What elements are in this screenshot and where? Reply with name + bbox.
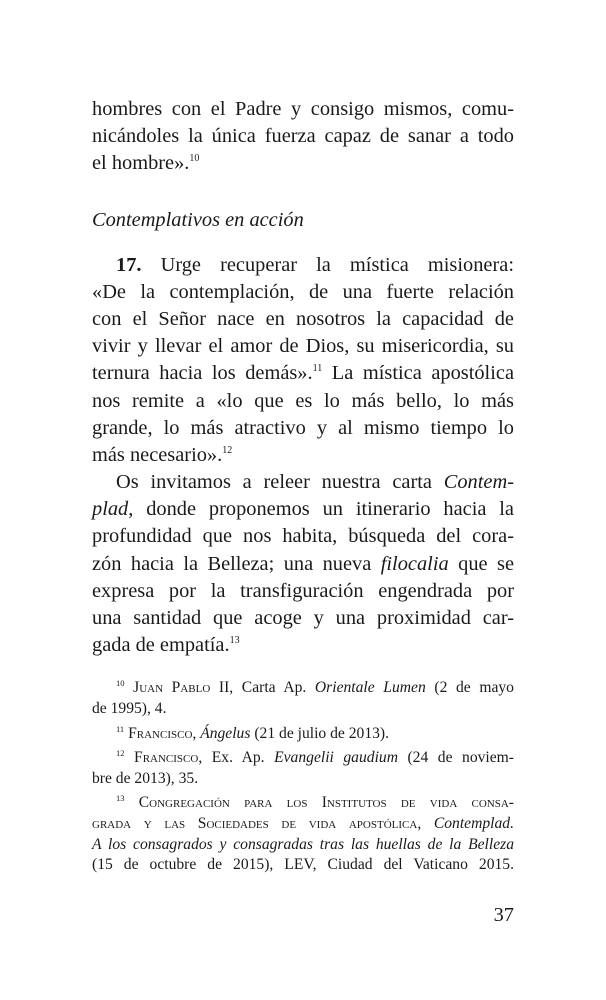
footnote-author: Juan Pablo II bbox=[133, 679, 230, 697]
paragraph-contemplad bbox=[92, 469, 514, 659]
footnote-number: 12 bbox=[116, 748, 125, 759]
footnote-title: A los consagrados y consagradas tras las huellas de la Belleza bbox=[92, 835, 514, 853]
footnote-11 bbox=[92, 724, 514, 745]
footnote-10 bbox=[92, 678, 514, 719]
text-line bbox=[92, 360, 514, 387]
text-line: nos remite a «lo que es lo más bello, lo más bbox=[92, 389, 514, 412]
page-number: 37 bbox=[493, 904, 514, 926]
paragraph-17 bbox=[92, 252, 514, 470]
footnote-line bbox=[92, 724, 514, 745]
text-fragment: La mística apostólica bbox=[322, 362, 514, 385]
footnote-number: 13 bbox=[116, 793, 125, 804]
text-line bbox=[92, 442, 514, 469]
text-fragment: gada de empatía. bbox=[92, 634, 230, 657]
footnote-author: Francisco bbox=[134, 749, 199, 767]
text-line bbox=[92, 252, 514, 279]
text-fragment: (21 de julio de 2013). bbox=[250, 724, 390, 742]
text-fragment: más necesario». bbox=[92, 443, 223, 466]
text-fragment: , Carta Ap. bbox=[229, 679, 315, 697]
paragraph-number: 17. bbox=[116, 253, 142, 276]
text-line bbox=[92, 150, 514, 177]
text-line: vivir y llevar el amor de Dios, su misericordia, su bbox=[92, 335, 514, 358]
footnote-number: 10 bbox=[116, 678, 125, 689]
footnote-author: Congregación para los Institutos de vida consa- bbox=[138, 794, 514, 812]
text-fragment: , bbox=[192, 724, 201, 742]
footnote-line bbox=[92, 748, 514, 769]
text-fragment: ternura hacia los demás». bbox=[92, 362, 313, 385]
text-fragment: (2 de mayo bbox=[425, 679, 514, 697]
footnote-13 bbox=[92, 793, 514, 875]
text-line: con el Señor nace en nosotros la capacidad de bbox=[92, 307, 514, 330]
text-fragment: (24 de noviem- bbox=[397, 749, 514, 767]
italic-title: plad bbox=[92, 498, 129, 521]
text-fragment: Urge recuperar la mística misionera: bbox=[160, 253, 514, 276]
footnote-title: Orientale Lumen bbox=[314, 679, 426, 697]
text-line: «De la contemplación, de una fuerte relación bbox=[92, 280, 514, 303]
page-content bbox=[92, 96, 514, 880]
text-line: grande, lo más atractivo y al mismo tiempo lo bbox=[92, 416, 514, 439]
text-line: expresa por la transfiguración engendrada por bbox=[92, 579, 514, 602]
text-line: hombres con el Padre y consigo mismos, comu- bbox=[92, 98, 514, 120]
footnote-line bbox=[92, 793, 514, 814]
italic-term: filocalia bbox=[380, 552, 449, 575]
footnote-line bbox=[92, 678, 514, 699]
text-line bbox=[92, 632, 514, 659]
footnote-12 bbox=[92, 748, 514, 789]
text-line bbox=[92, 469, 514, 496]
footnote-author: Francisco bbox=[128, 724, 193, 742]
italic-title: Contem- bbox=[443, 471, 514, 494]
footnote-ref: 10 bbox=[189, 153, 200, 165]
footnote-ref: 13 bbox=[229, 635, 240, 647]
footnote-title: Evangelii gaudium bbox=[274, 749, 398, 767]
footnote-ref: 12 bbox=[222, 444, 233, 456]
text-line: profundidad que nos habita, búsqueda del cora- bbox=[92, 525, 514, 548]
text-fragment: , Ex. Ap. bbox=[198, 749, 275, 767]
section-heading: Contemplativos en acción bbox=[92, 208, 304, 231]
text-fragment: zón hacia la Belleza; una nueva bbox=[92, 552, 381, 575]
footnotes bbox=[92, 678, 514, 875]
footnote-title: Contemplad. bbox=[433, 814, 514, 832]
footnote-title: Ángelus bbox=[200, 724, 251, 742]
footnote-ref: 11 bbox=[312, 363, 323, 375]
text-fragment: Os invitamos a releer nuestra carta bbox=[116, 471, 444, 494]
intro-paragraph bbox=[92, 96, 514, 178]
text-fragment: que se bbox=[448, 552, 514, 575]
footnote-author: grada y las Sociedades de vida apostólica bbox=[92, 814, 418, 832]
footnote-line: bre de 2013), 35. bbox=[92, 769, 199, 787]
footnote-line: de 1995), 4. bbox=[92, 699, 167, 717]
text-fragment: el hombre». bbox=[92, 152, 190, 175]
text-line bbox=[92, 496, 514, 523]
footnote-line bbox=[92, 814, 514, 835]
footnote-line bbox=[92, 835, 514, 856]
text-line: nicándoles la única fuerza capaz de sanar a todo bbox=[92, 125, 514, 148]
text-fragment: , donde proponemos un itinerario hacia la bbox=[128, 498, 514, 521]
footnote-number: 11 bbox=[116, 723, 125, 734]
text-line bbox=[92, 551, 514, 578]
text-fragment: , bbox=[417, 814, 434, 832]
footnote-line: (15 de octubre de 2015), LEV, Ciudad del Vaticano 2015. bbox=[92, 856, 514, 874]
text-line: una santidad que acoge y una proximidad car- bbox=[92, 607, 514, 629]
